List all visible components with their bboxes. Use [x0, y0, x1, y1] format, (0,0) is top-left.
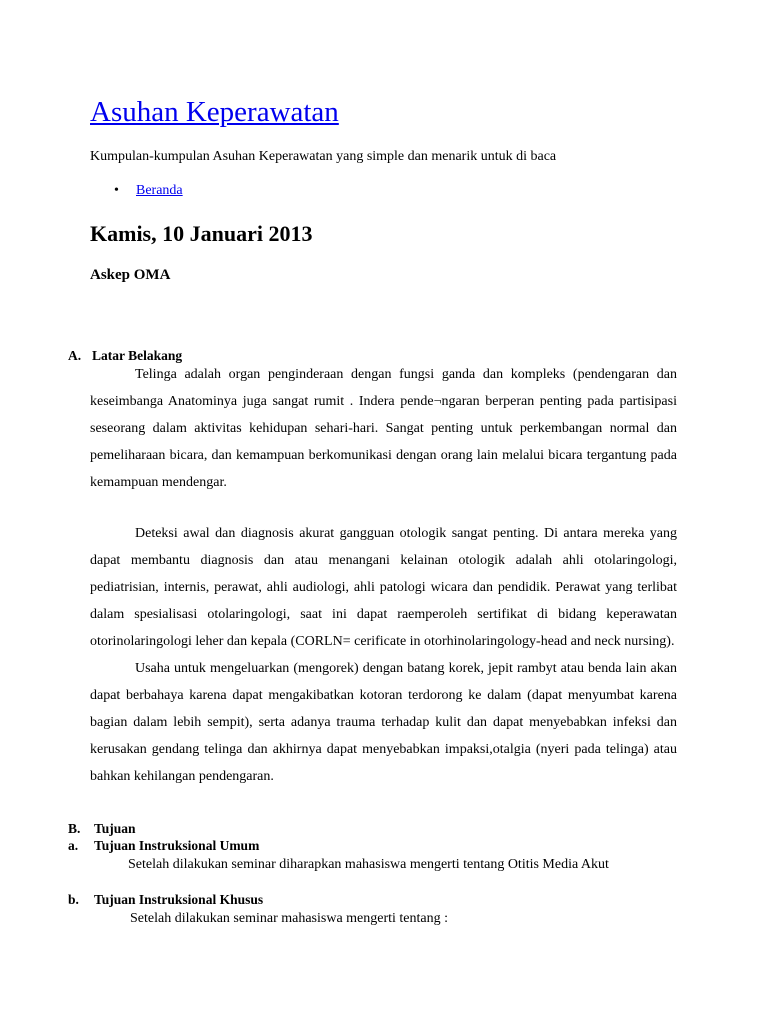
post-title: Askep OMA [90, 267, 171, 283]
section-b-title: Tujuan [94, 821, 136, 836]
paragraph-2: Deteksi awal dan diagnosis akurat gangguan otologik sangat penting. Di antara mereka yang dapat membantu diagnosis dan atau menangani kelainan otologik adalah ahli otolaringologi, pediatrisian, internis, perawat, ahli audiologi, ahli patologi wicara dan pendidik. Perawat yang terlibat dalam spesialisasi otolaringologi, saat ini dapat raemperoleh sertifikat di bidang keperawatan otorinolaringologi leher dan kepala (CORLN= cerificate in otorhinolaringology-head and neck nursing). [90, 526, 677, 649]
subsection-a-title: Tujuan Instruksional Umum [94, 838, 260, 853]
section-b-letter: B. [68, 821, 81, 836]
post-date-header: Kamis, 10 Januari 2013 [90, 221, 313, 246]
blog-description: Kumpulan-kumpulan Asuhan Keperawatan yang simple dan menarik untuk di baca [90, 149, 557, 164]
blog-title-link[interactable]: Asuhan Keperawatan [90, 96, 339, 128]
paragraph-1: Telinga adalah organ penginderaan dengan fungsi ganda dan kompleks (pendengaran dan keseimbanga Anatominya juga sangat rumit . Indera pende¬ngaran berperan penting pada partisipasi seseorang dalam aktivitas kehidupan sehari-hari. Sangat penting untuk perkembangan normal dan pemeliharaan bicara, dan kemampuan berkomunikasi dengan orang lain melalui bicara tergantung pada kemampuan mendengar. [90, 367, 677, 490]
subsection-b-title: Tujuan Instruksional Khusus [94, 892, 264, 907]
paragraph-3: Usaha untuk mengeluarkan (mengorek) dengan batang korek, jepit rambyt atau benda lain akan dapat berbahaya karena dapat mengakibatkan kotoran terdorong ke dalam (dapat menyumbat karena bagian dalam lebih sempit), serta adanya trauma terhadap kulit dan dapat menyebabkan infeksi dan kerusakan gendang telinga dan akhirnya dapat menyebabkan impaksi,otalgia (nyeri pada telinga) atau bahkan kehilangan pendengaran. [90, 661, 677, 784]
section-a-title: Latar Belakang [92, 348, 183, 363]
subsection-b-letter: b. [68, 892, 79, 907]
nav-bullet-icon: • [114, 183, 119, 198]
subsection-a-text: Setelah dilakukan seminar diharapkan mahasiswa mengerti tentang Otitis Media Akut [128, 857, 609, 872]
section-a-letter: A. [68, 348, 82, 363]
subsection-a-letter: a. [68, 838, 79, 853]
subsection-b-text: Setelah dilakukan seminar mahasiswa mengerti tentang : [130, 911, 449, 926]
nav-link-beranda[interactable]: Beranda [136, 183, 183, 198]
